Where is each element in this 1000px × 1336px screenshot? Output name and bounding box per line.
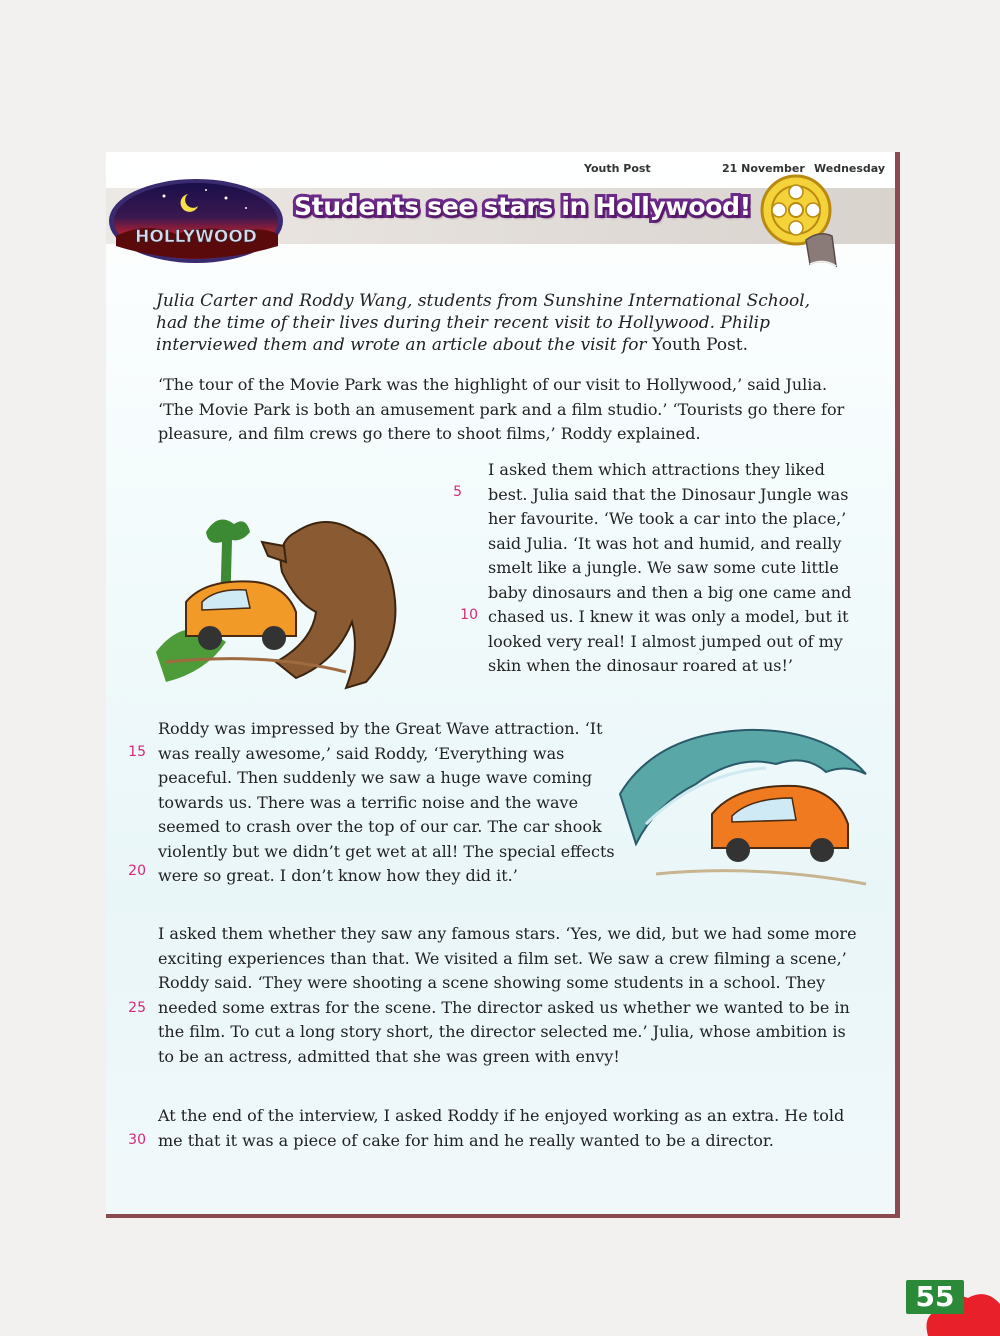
paragraph-4: I asked them whether they saw any famous stars. ‘Yes, we did, but we had some more exciting experiences than that. We visited a film set. We saw a crew filming a scene,’ Roddy said. ‘They were shooting a scene showing some students in a school. They needed some extras for the scene. The director asked us whether we wanted to be in the film. To cut a long story short, the director selected me.’ Julia, whose ambition is to be an actress, admitted that she was green with envy!	[158, 924, 857, 1066]
page-number: 55	[906, 1280, 964, 1314]
intro-paper-name: Youth Post.	[651, 335, 749, 355]
logo-text: HOLLYWOOD	[135, 227, 257, 247]
line-number: 30	[128, 1132, 146, 1148]
paragraph-2: I asked them which attractions they liked best. Julia said that the Dinosaur Jungle was her favourite. ‘We took a car into the place,’ said Julia. ‘It was hot and humid, and really smelt like a jungle. We saw some cute little baby dinosaurs and then a big one came and chased us. I knew it was only a model, but it looked very real! I almost jumped out of my skin when the dinosaur roared at us!’	[488, 460, 852, 675]
paragraph-3: Roddy was impressed by the Great Wave attraction. ‘It was really awesome,’ said Roddy, ‘Everything was peaceful. Then suddenly we saw a huge wave coming towards us. There was a terrific noise and the wave seemed to crash over the top of our car. The car shook violently but we didn’t get wet at all! The special effects were so great. I don’t know how they did it.’	[158, 719, 615, 885]
paragraph-1: ‘The tour of the Movie Park was the highlight of our visit to Hollywood,’ said Julia. ‘The Movie Park is both an amusement park and a film studio.’ ‘Tourists go there for pleasure, and film crews go there to shoot films,’ Roddy explained.	[158, 375, 845, 443]
publication-name: Youth Post	[584, 162, 651, 175]
line-number: 20	[128, 863, 146, 879]
line-number: 25	[128, 1000, 146, 1016]
article-panel	[106, 152, 900, 1218]
hollywood-logo	[106, 176, 286, 266]
issue-date: 21 November	[722, 162, 805, 175]
wave-car-illustration	[616, 724, 878, 894]
intro-paragraph	[156, 290, 846, 356]
line-number: 10	[460, 607, 478, 623]
headline: Students see stars in Hollywood!	[294, 192, 751, 221]
line-number: 15	[128, 744, 146, 760]
line-number: 5	[453, 484, 462, 500]
paragraph-5: At the end of the interview, I asked Roddy if he enjoyed working as an extra. He told me that it was a piece of cake for him and he really wanted to be a director.	[158, 1106, 845, 1150]
dinosaur-car-illustration	[146, 502, 426, 692]
issue-weekday: Wednesday	[814, 162, 886, 175]
intro-text: Julia Carter and Roddy Wang, students from Sunshine International School, had the time of their lives during their recent visit to Hollywood. Philip interviewed them and wrote an article about the visit for	[156, 291, 811, 355]
film-reel-icon	[744, 170, 864, 270]
